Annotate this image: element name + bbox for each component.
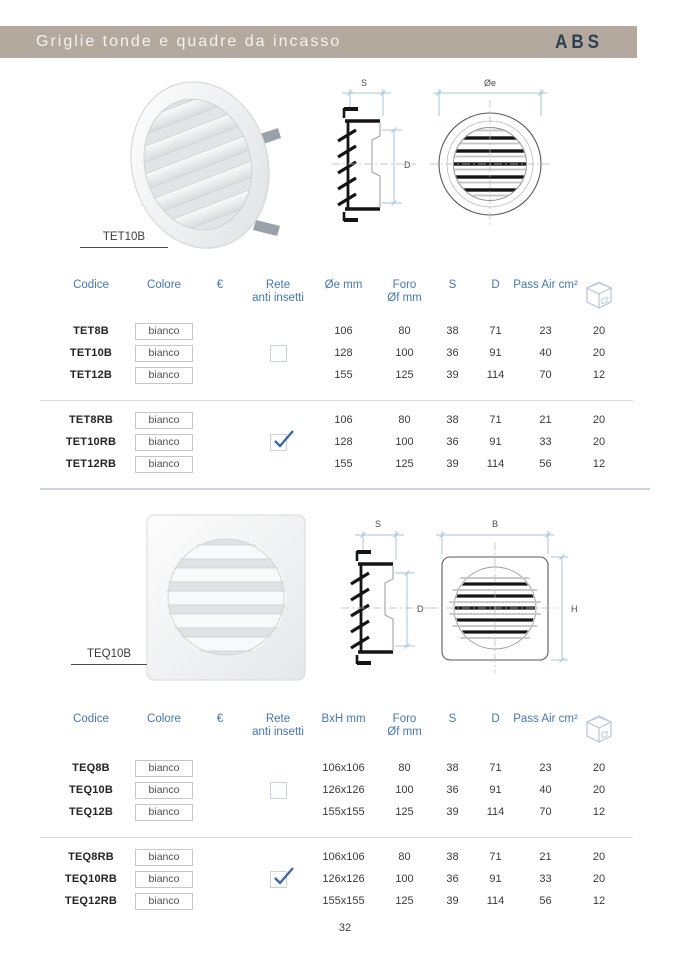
table-row: [48, 453, 625, 475]
pass-air-cell: 23: [539, 325, 552, 337]
d-dimension-cell: 114: [486, 458, 505, 470]
page-header-bar: [0, 26, 637, 58]
color-value-box: bianco: [135, 782, 193, 799]
table-row: [48, 431, 625, 453]
color-value-box: bianco: [135, 345, 193, 362]
check-mark-icon: [271, 429, 295, 451]
s-dimension-cell: 38: [446, 325, 459, 337]
s-dimension-cell: 39: [446, 369, 459, 381]
insect-net-cell: [246, 345, 310, 362]
pass-air-cell: 70: [539, 369, 552, 381]
color-cell: [134, 782, 194, 799]
insect-net-checkbox-empty: [270, 782, 287, 799]
col-header-pass-air: Pass Air cm²: [513, 279, 578, 291]
product-code-cell: TET8RB: [69, 414, 113, 426]
pack-quantity-cell: 20: [592, 784, 606, 796]
color-cell: [134, 367, 194, 384]
product-code-cell: TEQ8RB: [68, 851, 114, 863]
d-dimension-cell: 71: [489, 325, 502, 337]
col-header-insect-net-line2: anti insetti: [252, 292, 304, 304]
product-table-square: [48, 710, 625, 912]
product-photo-square-grille: [142, 512, 310, 684]
hole-diameter-cell: 125: [395, 895, 414, 907]
rowgroup-divider: [40, 400, 633, 401]
pack-quantity-cell: 20: [592, 762, 606, 774]
dim-label-oe: Øe: [483, 78, 497, 88]
hole-diameter-cell: 80: [398, 414, 411, 426]
dimension-cell: 128: [334, 347, 353, 359]
col-header-pass-air: Pass Air cm²: [513, 713, 578, 725]
table-row: [48, 868, 625, 890]
table-row: [48, 779, 625, 801]
table-header-row: [48, 276, 625, 320]
pass-air-cell: 21: [539, 851, 552, 863]
d-dimension-cell: 91: [489, 347, 502, 359]
dimension-cell: 106x106: [322, 851, 365, 863]
carton-box-icon: [580, 279, 618, 313]
pack-quantity-cell: 20: [592, 873, 606, 885]
table-rowgroup: [48, 409, 625, 475]
pass-air-cell: 56: [539, 895, 552, 907]
col-header-insect-net-line2: anti insetti: [252, 726, 304, 738]
pass-air-cell: 56: [539, 458, 552, 470]
color-cell: [134, 849, 194, 866]
color-value-box: bianco: [135, 323, 193, 340]
s-dimension-cell: 36: [446, 873, 459, 885]
hole-diameter-cell: 100: [395, 347, 414, 359]
col-header-d: D: [491, 713, 500, 725]
pack-quantity-cell: 12: [592, 895, 606, 907]
color-cell: [134, 871, 194, 888]
insect-net-checkbox-checked: [270, 434, 287, 451]
dimension-cell: 106x106: [322, 762, 365, 774]
hole-diameter-cell: 125: [395, 369, 414, 381]
color-value-box: bianco: [135, 760, 193, 777]
col-header-pack: [573, 713, 625, 747]
hole-diameter-cell: 80: [398, 325, 411, 337]
col-header-pack: [573, 279, 625, 313]
dimension-cell: 155: [334, 458, 353, 470]
color-value-box: bianco: [135, 412, 193, 429]
pass-air-cell: 33: [539, 873, 552, 885]
col-header-euro: €: [216, 279, 224, 291]
carton-box-icon: [580, 713, 618, 747]
section-divider-line: [40, 488, 650, 490]
table-row: [48, 757, 625, 779]
dim-label-d: D: [417, 604, 424, 614]
table-header-row: [48, 710, 625, 757]
color-value-box: bianco: [135, 893, 193, 910]
table-rowgroup: [48, 757, 625, 823]
insect-net-checkbox-checked: [270, 871, 287, 888]
hole-diameter-cell: 100: [395, 784, 414, 796]
s-dimension-cell: 38: [446, 851, 459, 863]
col-header-colore: Colore: [147, 713, 181, 725]
col-header-codice: Codice: [73, 713, 109, 725]
product-code-cell: TET12B: [69, 369, 113, 381]
col-header-hole: [377, 279, 432, 305]
pass-air-cell: 21: [539, 414, 552, 426]
product-code-cell: TEQ10RB: [64, 873, 118, 885]
dim-label-s: S: [374, 519, 382, 529]
table-rowgroup: [48, 320, 625, 386]
pass-air-cell: 70: [539, 806, 552, 818]
s-dimension-cell: 39: [446, 458, 459, 470]
insect-net-cell: [246, 782, 310, 799]
col-header-hole-line1: Foro: [392, 279, 417, 291]
hole-diameter-cell: 80: [398, 851, 411, 863]
s-dimension-cell: 39: [446, 895, 459, 907]
color-value-box: bianco: [135, 804, 193, 821]
col-header-dimension: Øe mm: [324, 279, 363, 291]
col-header-insect-net-line1: Rete: [265, 713, 291, 725]
color-value-box: bianco: [135, 456, 193, 473]
pack-quantity-cell: 20: [592, 414, 606, 426]
pack-quantity-cell: 12: [592, 458, 606, 470]
table-row: [48, 801, 625, 823]
dim-label-s: S: [360, 78, 368, 88]
page-title: Griglie tonde e quadre da incasso: [36, 33, 342, 50]
col-header-insect-net: [246, 279, 310, 305]
d-dimension-cell: 91: [489, 873, 502, 885]
pack-quantity-cell: 20: [592, 325, 606, 337]
product-code-cell: TET10RB: [65, 436, 117, 448]
hole-diameter-cell: 125: [395, 458, 414, 470]
d-dimension-cell: 71: [489, 762, 502, 774]
product-code-cell: TEQ12RB: [64, 895, 118, 907]
color-value-box: bianco: [135, 367, 193, 384]
pack-quantity-cell: 20: [592, 851, 606, 863]
dimension-cell: 155x155: [322, 895, 365, 907]
color-cell: [134, 412, 194, 429]
technical-drawing-square: [338, 508, 593, 676]
color-value-box: bianco: [135, 849, 193, 866]
table-row: [48, 890, 625, 912]
hole-diameter-cell: 100: [395, 873, 414, 885]
d-dimension-cell: 71: [489, 414, 502, 426]
color-cell: [134, 434, 194, 451]
dimension-cell: 106: [334, 325, 353, 337]
product-code-label-square: TEQ10B: [71, 648, 147, 665]
col-header-hole-line2: Øf mm: [387, 726, 422, 738]
col-header-hole-line1: Foro: [392, 713, 417, 725]
product-table-round: [48, 276, 625, 475]
product-photo-round-grille: [108, 74, 293, 256]
dimension-cell: 126x126: [322, 873, 365, 885]
dim-label-h: H: [571, 604, 578, 614]
color-cell: [134, 323, 194, 340]
hole-diameter-cell: 125: [395, 806, 414, 818]
s-dimension-cell: 36: [446, 784, 459, 796]
rowgroup-divider: [40, 837, 633, 838]
product-code-cell: TET8B: [73, 325, 109, 337]
color-cell: [134, 345, 194, 362]
s-dimension-cell: 36: [446, 347, 459, 359]
d-dimension-cell: 91: [489, 784, 502, 796]
table-row: [48, 409, 625, 431]
color-value-box: bianco: [135, 871, 193, 888]
col-header-insect-net: [246, 713, 310, 739]
color-cell: [134, 893, 194, 910]
dimension-cell: 128: [334, 436, 353, 448]
insect-net-cell: [246, 434, 310, 451]
hole-diameter-cell: 80: [398, 762, 411, 774]
col-header-d: D: [491, 279, 500, 291]
col-header-s: S: [448, 279, 457, 291]
pack-quantity-cell: 12: [592, 369, 606, 381]
d-dimension-cell: 71: [489, 851, 502, 863]
pass-air-cell: 40: [539, 784, 552, 796]
col-header-hole: [377, 713, 432, 739]
insect-net-cell: [246, 871, 310, 888]
dim-label-d: D: [404, 160, 411, 170]
table-rowgroup: [48, 846, 625, 912]
table-row: [48, 846, 625, 868]
table-row: [48, 364, 625, 386]
s-dimension-cell: 36: [446, 436, 459, 448]
product-code-cell: TEQ10B: [69, 784, 113, 796]
s-dimension-cell: 39: [446, 806, 459, 818]
pack-quantity-cell: 20: [592, 347, 606, 359]
check-mark-icon: [271, 866, 295, 888]
d-dimension-cell: 91: [489, 436, 502, 448]
dimension-cell: 155x155: [322, 806, 365, 818]
product-code-cell: TEQ12B: [69, 806, 113, 818]
dimension-cell: 106: [334, 414, 353, 426]
hole-diameter-cell: 100: [395, 436, 414, 448]
col-header-hole-line2: Øf mm: [387, 292, 422, 304]
col-header-insect-net-line1: Rete: [265, 279, 291, 291]
material-badge: ABS: [555, 30, 603, 53]
product-code-cell: TEQ8B: [72, 762, 110, 774]
product-code-label-round: TET10B: [80, 231, 168, 248]
color-cell: [134, 760, 194, 777]
pass-air-cell: 23: [539, 762, 552, 774]
product-code-cell: TET12RB: [65, 458, 117, 470]
table-row: [48, 342, 625, 364]
pass-air-cell: 40: [539, 347, 552, 359]
pack-quantity-cell: 12: [592, 806, 606, 818]
insect-net-checkbox-empty: [270, 345, 287, 362]
s-dimension-cell: 38: [446, 762, 459, 774]
dimension-cell: 155: [334, 369, 353, 381]
col-header-codice: Codice: [73, 279, 109, 291]
color-cell: [134, 456, 194, 473]
s-dimension-cell: 38: [446, 414, 459, 426]
technical-drawing-round: [330, 76, 580, 234]
page-number: 32: [338, 922, 352, 934]
d-dimension-cell: 114: [486, 369, 505, 381]
pack-quantity-cell: 20: [592, 436, 606, 448]
col-header-dimension: BxH mm: [321, 713, 366, 725]
table-row: [48, 320, 625, 342]
product-code-cell: TET10B: [69, 347, 113, 359]
col-header-s: S: [448, 713, 457, 725]
pass-air-cell: 33: [539, 436, 552, 448]
d-dimension-cell: 114: [486, 895, 505, 907]
col-header-euro: €: [216, 713, 224, 725]
color-value-box: bianco: [135, 434, 193, 451]
dim-label-b: B: [491, 519, 499, 529]
d-dimension-cell: 114: [486, 806, 505, 818]
dimension-cell: 126x126: [322, 784, 365, 796]
col-header-colore: Colore: [147, 279, 181, 291]
color-cell: [134, 804, 194, 821]
